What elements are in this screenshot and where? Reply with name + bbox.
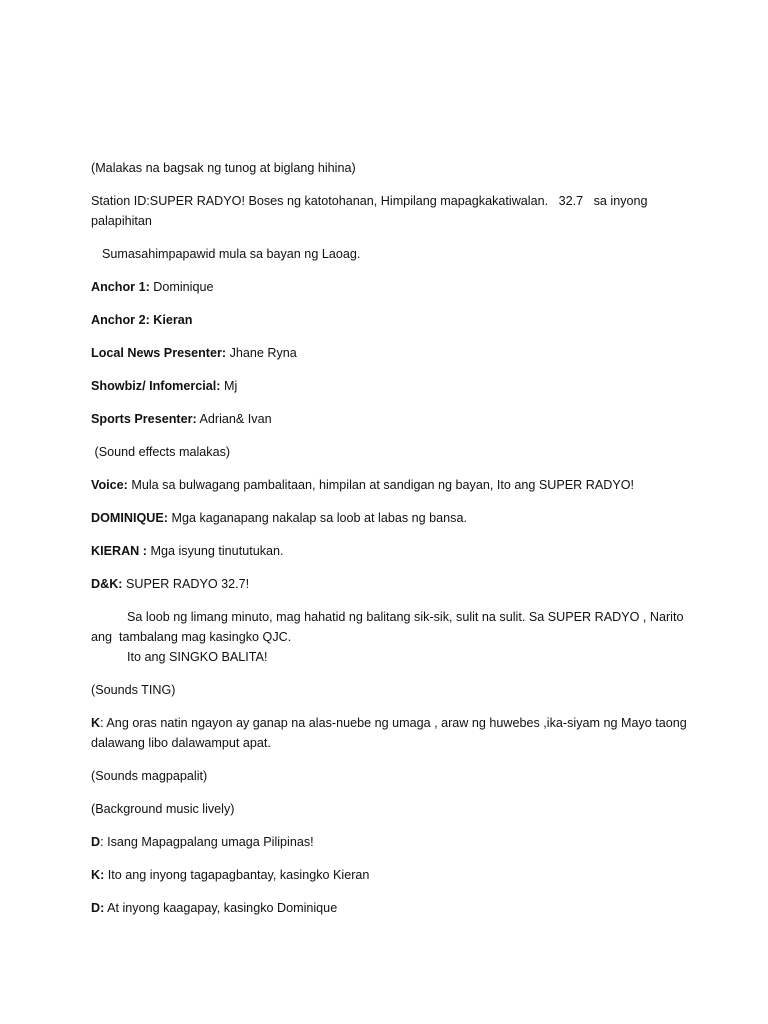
local-news-presenter-name: Jhane Ryna xyxy=(226,346,297,360)
k-label: K: xyxy=(91,868,105,882)
intro-title: Ito ang SINGKO BALITA! xyxy=(127,650,268,664)
local-news-presenter-line xyxy=(91,343,691,363)
document-page xyxy=(91,158,691,931)
k-intro-text: Ito ang inyong tagapagbantay, kasingko Kieran xyxy=(104,868,370,882)
showbiz-name: Mj xyxy=(220,379,238,393)
showbiz-label: Showbiz/ Infomercial: xyxy=(91,379,221,393)
dk-line xyxy=(91,574,691,594)
dk-text: SUPER RADYO 32.7! xyxy=(122,577,250,591)
stage-direction: (Sound effects malakas) xyxy=(91,445,231,459)
kieran-label: KIERAN : xyxy=(91,544,147,558)
d-greeting-line xyxy=(91,832,691,852)
sports-presenter-label: Sports Presenter: xyxy=(91,412,197,426)
k-time-line xyxy=(91,713,691,753)
stage-direction: (Sounds magpapalit) xyxy=(91,769,208,783)
showbiz-line xyxy=(91,376,691,396)
d-label: D: xyxy=(91,901,105,915)
k-time-text: : Ang oras natin ngayon ay ganap na alas-nuebe ng umaga , araw ng huwebes ,ika-siyam ng Mayo taong dalawang libo dalawamput apat. xyxy=(91,716,691,750)
intro-text: Sa loob ng limang minuto, mag hahatid ng balitang sik-sik, sulit na sulit. Sa SUPER RADYO , Narito ang tambalang mag kasingko QJC. xyxy=(91,610,687,644)
anchor-2-line xyxy=(91,310,691,330)
anchor-2-label: Anchor 2: Kieran xyxy=(91,313,193,327)
anchor-1-line xyxy=(91,277,691,297)
broadcast-location-line: Sumasahimpapawid mula sa bayan ng Laoag. xyxy=(102,247,361,261)
station-id-line: Station ID:SUPER RADYO! Boses ng katotohanan, Himpilang mapagkakatiwalan. 32.7 sa inyong palapihitan xyxy=(91,194,652,228)
stage-direction: (Malakas na bagsak ng tunog at biglang hihina) xyxy=(91,161,356,175)
k-label: K xyxy=(91,716,101,730)
voice-text: Mula sa bulwagang pambalitaan, himpilan at sandigan ng bayan, Ito ang SUPER RADYO! xyxy=(127,478,635,492)
kieran-line xyxy=(91,541,691,561)
sports-presenter-name: Adrian& Ivan xyxy=(196,412,272,426)
d-label: D xyxy=(91,835,101,849)
anchor-1-name: Dominique xyxy=(149,280,214,294)
dominique-text: Mga kaganapang nakalap sa loob at labas ng bansa. xyxy=(167,511,467,525)
dk-label: D&K: xyxy=(91,577,123,591)
sports-presenter-line xyxy=(91,409,691,429)
voice-line xyxy=(91,475,691,495)
dominique-line xyxy=(91,508,691,528)
local-news-presenter-label: Local News Presenter: xyxy=(91,346,227,360)
k-intro-line xyxy=(91,865,691,885)
d-greeting-text: : Isang Mapagpalang umaga Pilipinas! xyxy=(100,835,314,849)
kieran-text: Mga isyung tinututukan. xyxy=(146,544,284,558)
intro-paragraph xyxy=(91,607,691,667)
d-intro-line xyxy=(91,898,691,918)
stage-direction: (Sounds TING) xyxy=(91,683,176,697)
d-intro-text: At inyong kaagapay, kasingko Dominique xyxy=(104,901,338,915)
dominique-label: DOMINIQUE: xyxy=(91,511,168,525)
voice-label: Voice: xyxy=(91,478,128,492)
anchor-1-label: Anchor 1: xyxy=(91,280,150,294)
stage-direction: (Background music lively) xyxy=(91,802,235,816)
